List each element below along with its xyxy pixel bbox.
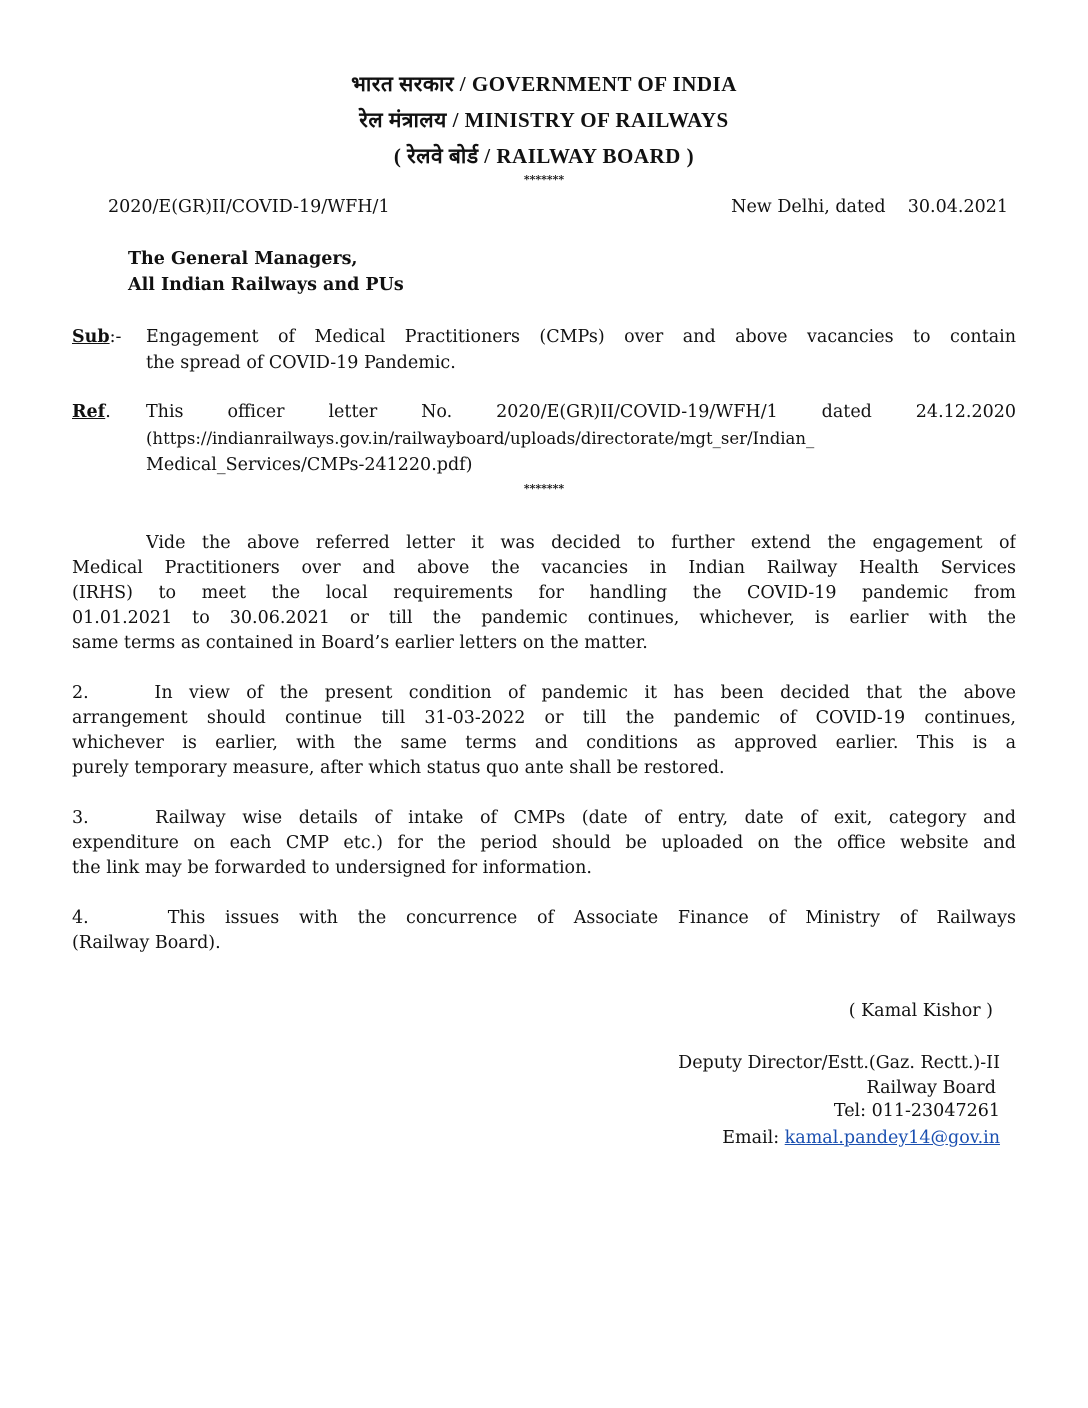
subject-label: Sub xyxy=(72,327,110,347)
paragraph-line: whichever is earlier, with the same terms and conditions as approved earlier. This is a xyxy=(72,733,1016,753)
paragraph-line: (IRHS) to meet the local requirements for handling the COVID-19 pandemic from xyxy=(72,583,1016,603)
signatory-designation: Deputy Director/Estt.(Gaz. Rectt.)-II xyxy=(678,1053,1000,1073)
subject-line: Engagement of Medical Practitioners (CMPs) over and above vacancies to contain xyxy=(146,327,1016,347)
paragraph-line: Vide the above referred letter it was decided to further extend the engagement of xyxy=(146,533,1016,553)
paragraph-line: 3. Railway wise details of intake of CMPs (date of entry, date of exit, category and xyxy=(72,808,1016,828)
ref-line: This officer letter No. 2020/E(GR)II/COVID-19/WFH/1 dated 24.12.2020 xyxy=(146,402,1016,422)
header-board: ( रेलवे बोर्ड / RAILWAY BOARD ) xyxy=(393,144,695,168)
paragraph-line: same terms as contained in Board’s earlier letters on the matter. xyxy=(72,633,648,653)
ref-sep: . xyxy=(105,402,111,422)
ref-stars: ******* xyxy=(523,482,565,495)
paragraph-line: arrangement should continue till 31-03-2022 or till the pandemic of COVID-19 continues, xyxy=(72,708,1016,728)
paragraph-line: Medical Practitioners over and above the vacancies in Indian Railway Health Services xyxy=(72,558,1016,578)
header-ministry: रेल मंत्रालय / MINISTRY OF RAILWAYS xyxy=(359,108,729,132)
subject-sep: :- xyxy=(109,327,122,347)
header-government: भारत सरकार / GOVERNMENT OF INDIA xyxy=(351,72,737,96)
paragraph-line: 2. In view of the present condition of pandemic it has been decided that the above xyxy=(72,683,1016,703)
paragraph-line: 4. This issues with the concurrence of Associate Finance of Ministry of Railways xyxy=(72,908,1016,928)
paragraph-line: the link may be forwarded to undersigned for information. xyxy=(72,858,592,878)
subject-line: the spread of COVID-19 Pandemic. xyxy=(146,353,456,373)
reference-number: 2020/E(GR)II/COVID-19/WFH/1 xyxy=(108,197,390,217)
paragraph-line: 01.01.2021 to 30.06.2021 or till the pandemic continues, whichever, is earlier with the xyxy=(72,608,1016,628)
place-date: New Delhi, dated 30.04.2021 xyxy=(731,197,1008,217)
email-label: Email: xyxy=(722,1128,785,1148)
email-link[interactable]: kamal.pandey14@gov.in xyxy=(784,1128,1000,1148)
ref-line: Medical_Services/CMPs-241220.pdf) xyxy=(146,455,473,475)
paragraph-line: purely temporary measure, after which status quo ante shall be restored. xyxy=(72,758,725,778)
paragraph-line: expenditure on each CMP etc.) for the period should be uploaded on the office website and xyxy=(72,833,1016,853)
ref-label: Ref xyxy=(72,402,106,422)
signatory-office: Railway Board xyxy=(866,1078,996,1098)
addressee-line: All Indian Railways and PUs xyxy=(128,275,404,295)
signatory-name: ( Kamal Kishor ) xyxy=(848,1001,993,1021)
addressee-line: The General Managers, xyxy=(128,249,358,269)
ref-line: (https://indianrailways.gov.in/railwayboard/uploads/directorate/mgt_ser/Indian_ xyxy=(146,429,815,448)
signatory-tel: Tel: 011-23047261 xyxy=(833,1101,1000,1121)
header-stars: ******* xyxy=(523,173,565,186)
paragraph-line: (Railway Board). xyxy=(72,933,221,953)
